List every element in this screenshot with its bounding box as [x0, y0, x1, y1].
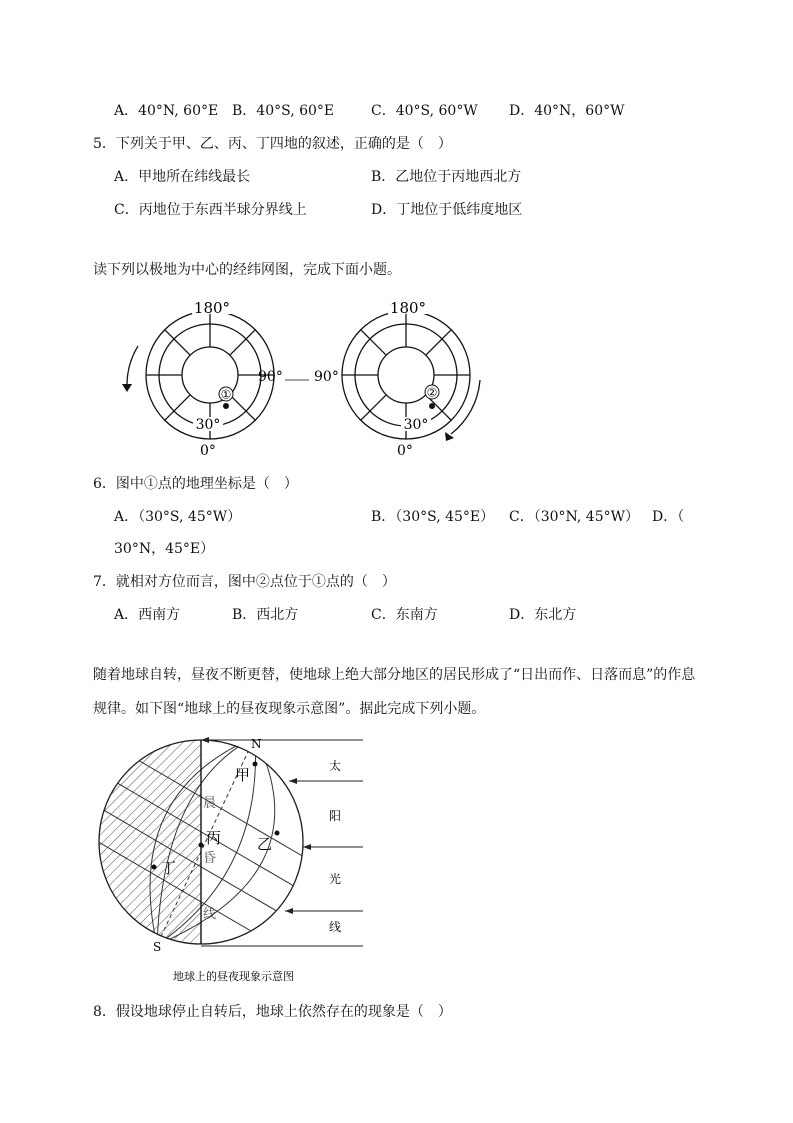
left-label-0: 0°	[200, 443, 216, 459]
q6-option-b: B．（30°S, 45°E）	[371, 509, 495, 525]
north-pole-label: N	[251, 737, 262, 751]
globe-caption: 地球上的昼夜现象示意图	[173, 970, 294, 983]
point-1-label: ①	[220, 387, 232, 402]
point-ding-label: 丁	[161, 859, 177, 877]
q7-option-c: C．东南方	[371, 607, 438, 623]
q5-stem: 5．下列关于甲、乙、丙、丁四地的叙述，正确的是（ ）	[93, 136, 452, 152]
q6-option-d-cont: 30°N，45°E）	[114, 541, 215, 557]
terminator-char-2: 昏	[203, 851, 217, 866]
south-pole-label: S	[153, 940, 162, 954]
q4-option-b: B．40°S, 60°E	[232, 103, 335, 119]
q5-option-d: D．丁地位于低纬度地区	[371, 202, 523, 218]
intro-polar-maps: 读下列以极地为中心的经纬网图，完成下面小题。	[93, 262, 401, 278]
right-label-0: 0°	[397, 443, 413, 459]
right-label-30: 30°	[403, 417, 429, 433]
q5-option-a: A．甲地所在纬线最长	[114, 169, 251, 185]
q5-option-b: B．乙地位于丙地西北方	[371, 169, 522, 185]
sun-char-3: 光	[329, 872, 342, 886]
point-2-marker	[429, 403, 435, 409]
terminator-char-3: 线	[203, 907, 217, 922]
q5-option-c: C．丙地位于东西半球分界线上	[114, 202, 307, 218]
q6-stem: 6．图中①点的地理坐标是（ ）	[93, 476, 298, 492]
left-label-180: 180°	[193, 299, 231, 317]
sun-char-4: 线	[329, 920, 342, 934]
q7-option-a: A．西南方	[114, 607, 181, 623]
q6-option-c: C．（30°N, 45°W）	[509, 509, 639, 525]
left-label-30: 30°	[195, 417, 221, 433]
q4-option-d: D．40°N，60°W	[509, 103, 625, 119]
right-label-90: 90°	[314, 369, 339, 385]
q7-option-d: D．东北方	[509, 607, 577, 623]
point-yi-label: 乙	[257, 835, 273, 853]
day-night-globe-diagram	[93, 733, 393, 993]
sun-char-2: 阳	[329, 809, 342, 823]
intro-day-night-line2: 规律。如下图“地球上的昼夜现象示意图”。据此完成下列小题。	[93, 701, 486, 717]
rotation-arrow-left	[122, 384, 132, 392]
point-1-marker	[223, 403, 229, 409]
terminator-char-1: 晨	[203, 796, 217, 811]
q4-option-c: C．40°S, 60°W	[371, 103, 478, 119]
point-bing-label: 丙	[206, 829, 222, 847]
q6-option-a: A．（30°S, 45°W）	[114, 509, 242, 525]
q8-stem: 8．假设地球停止自转后，地球上依然存在的现象是（ ）	[93, 1004, 452, 1020]
q4-option-a: A．40°N, 60°E	[114, 103, 219, 119]
night-side-hatching	[93, 733, 201, 953]
point-2-label: ②	[426, 385, 438, 400]
left-label-90: 90°	[258, 369, 283, 385]
intro-day-night-line1: 随着地球自转，昼夜不断更替，使地球上绝大部分地区的居民形成了“日出而作、日落而息”的作息	[93, 667, 696, 683]
polar-map-right	[308, 298, 508, 458]
q7-option-b: B．西北方	[232, 607, 299, 623]
point-jia-label: 甲	[235, 766, 251, 784]
right-label-180: 180°	[389, 299, 427, 317]
q7-stem: 7．就相对方位而言，图中②点位于①点的（ ）	[93, 574, 396, 590]
sun-char-1: 太	[329, 759, 342, 773]
q6-option-d: D．（	[652, 509, 685, 525]
